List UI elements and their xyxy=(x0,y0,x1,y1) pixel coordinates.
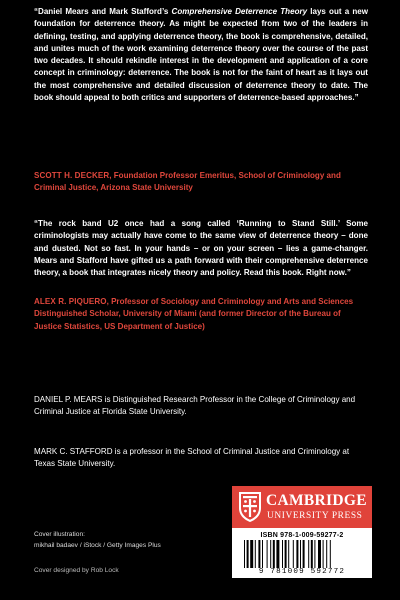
author-bio-stafford: MARK C. STAFFORD is a professor in the School of Criminal Justice and Criminology at Texas State University. xyxy=(34,447,350,469)
endorser-name: SCOTT H. DECKER xyxy=(34,171,110,180)
isbn-barcode xyxy=(232,528,372,578)
cover-illustration-credit: mikhail badaev / iStock / Getty Images Plus xyxy=(34,542,161,549)
barcode-bar xyxy=(300,540,301,568)
cover-designer-credit: Cover designed by Rob Lock xyxy=(34,567,119,574)
barcode-bar xyxy=(276,540,279,568)
barcode-bar xyxy=(318,540,321,568)
barcode-bar xyxy=(282,540,283,568)
barcode-bar xyxy=(311,540,313,568)
barcode-bar xyxy=(285,540,287,568)
author-name: DANIEL P. MEARS xyxy=(34,395,103,404)
author-name: MARK C. STAFFORD xyxy=(34,447,113,456)
endorser-name: ALEX R. PIQUERO xyxy=(34,297,107,306)
barcode-bar xyxy=(288,540,289,568)
barcode-bar xyxy=(330,540,331,568)
cover-illustration-label: Cover illustration: xyxy=(34,531,85,538)
barcode-bar xyxy=(293,540,294,568)
barcode-bar xyxy=(314,540,315,568)
barcode-bar xyxy=(262,540,263,568)
barcode-bar xyxy=(270,540,271,568)
publisher-name: CAMBRIDGE xyxy=(266,492,367,509)
barcode-bars xyxy=(242,540,362,568)
barcode-bar xyxy=(250,540,253,568)
barcode-bar xyxy=(255,540,256,568)
endorsement-quote-piquero: “The rock band U2 once had a song called ‘Running to Stand Still.’ Some criminologists may actually have come to the same view of deterrence theory – done and dusted. Not so fast. In your hands – or on your screen – lies a game-changer. Mears and Stafford have gifted us a path forward with their comprehensive deterrence theory, a book that integrates nicely theory and policy. Read this book. Right now.” xyxy=(34,219,368,278)
book-title: Comprehensive Deterrence Theory xyxy=(171,7,308,16)
endorsement-quote-decker: “Daniel Mears and Mark Stafford’s Comprehensive Deterrence Theory lays out a new foundation for deterrence theory. As might be expected from two of the leaders in defining, testing, and applying deterrence theory, the book is comprehensive, detailed, and unites much of the work examining deterrence theory over the course of the past two decades. It should rekindle interest in the development and application of a core concept in criminology: deterrence. The book is not for the faint of heart as it lays out the most comprehensive and detailed discussion of deterrence theory to date. The book should appeal to both critics and supporters of deterrence-based approaches.” xyxy=(34,7,368,103)
barcode-bar xyxy=(258,540,260,568)
isbn-label: ISBN 978-1-009-59277-2 xyxy=(260,532,344,539)
publisher-subname: UNIVERSITY PRESS xyxy=(267,511,363,521)
barcode-bar xyxy=(303,540,305,568)
barcode-bar xyxy=(267,540,268,568)
barcode-bar xyxy=(296,540,298,568)
author-bio-mears: DANIEL P. MEARS is Distinguished Research Professor in the College of Criminology and Criminal Justice at Florida State University. xyxy=(34,395,356,417)
barcode-bar xyxy=(273,540,275,568)
barcode-bar xyxy=(244,540,245,568)
endorsement-attribution-piquero: ALEX R. PIQUERO, Professor of Sociology and Criminology and Arts and Sciences Distinguished Scholar, University of Miami (and former Director of the Bureau of Justice Statistics, US Department of Justice) xyxy=(34,297,354,331)
publisher-logo xyxy=(232,486,372,528)
crest-icon xyxy=(238,491,262,523)
barcode-bar xyxy=(326,540,327,568)
endorsement-attribution-decker: SCOTT H. DECKER, Foundation Professor Emeritus, School of Criminology and Criminal Justice, Arizona State University xyxy=(34,171,341,193)
barcode-bar xyxy=(323,540,324,568)
barcode-bar xyxy=(308,540,309,568)
barcode-bar xyxy=(247,540,249,568)
barcode-digits: 9 781009 592772 xyxy=(258,568,346,576)
